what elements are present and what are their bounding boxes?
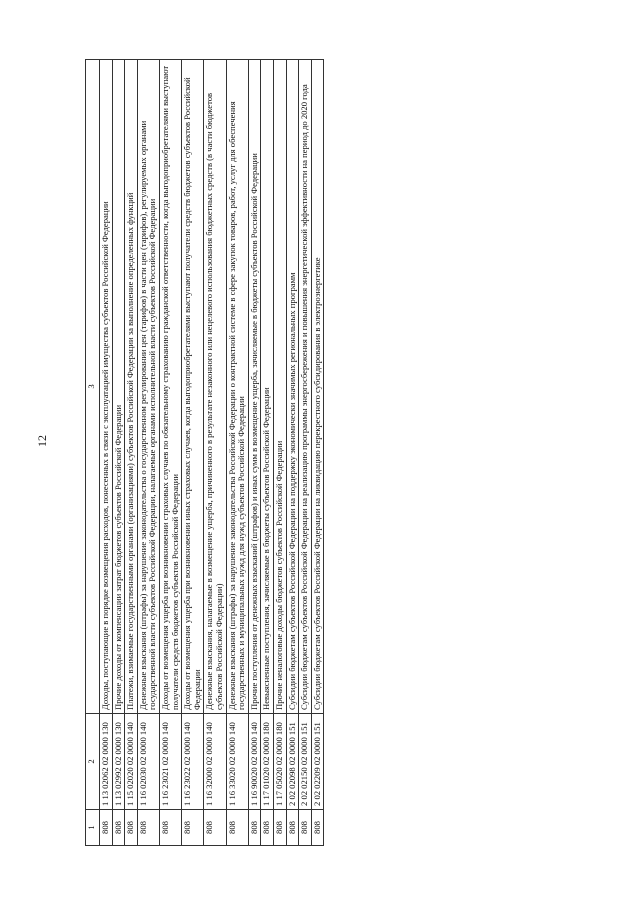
- admin-code-cell: 808: [311, 810, 324, 846]
- revenue-name-cell: Субсидии бюджетам субъектов Российской Федерации на реализацию программы энергосбережения и повышения энергетической эффективности на период до 2020 года: [299, 60, 312, 714]
- budget-code-cell: 1 13 02062 02 0000 130: [100, 714, 113, 810]
- revenue-name-cell: Прочие доходы от компенсации затрат бюджетов субъектов Российской Федерации: [112, 60, 125, 714]
- revenue-name-cell: Доходы, поступающие в порядке возмещения расходов, понесенных в связи с эксплуатацией имущества субъектов Российской Федерации: [100, 60, 113, 714]
- admin-code-cell: 808: [125, 810, 138, 846]
- table-header-row: [86, 60, 100, 846]
- budget-code-cell: 1 17 01020 02 0000 180: [261, 714, 274, 810]
- admin-code-cell: 808: [248, 810, 261, 846]
- budget-code-cell: 1 16 23021 02 0000 140: [159, 714, 181, 810]
- table-row: [299, 60, 312, 846]
- table-body: [100, 60, 324, 846]
- admin-code-cell: 808: [100, 810, 113, 846]
- revenue-name-cell: Платежи, взимаемые государственными органами (организациями) субъектов Российской Федерации за выполнение определенных функций: [125, 60, 138, 714]
- revenue-name-cell: Прочие неналоговые доходы бюджетов субъектов Российской Федерации: [273, 60, 286, 714]
- admin-code-cell: 808: [299, 810, 312, 846]
- table-row: [137, 60, 159, 846]
- table-row: [112, 60, 125, 846]
- admin-code-cell: 808: [226, 810, 248, 846]
- table-row: [286, 60, 299, 846]
- budget-code-cell: 1 15 02020 02 0000 140: [125, 714, 138, 810]
- header-col-3: 3: [86, 60, 100, 714]
- admin-code-cell: 808: [182, 810, 204, 846]
- revenue-name-cell: Прочие поступления от денежных взысканий (штрафов) и иных сумм в возмещение ущерба, зачисляемые в бюджеты субъектов Российской Федерации: [248, 60, 261, 714]
- admin-code-cell: 808: [261, 810, 274, 846]
- revenue-name-cell: Субсидии бюджетам субъектов Российской Федерации на поддержку экономически значимых региональных программ: [286, 60, 299, 714]
- admin-code-cell: 808: [204, 810, 226, 846]
- budget-code-cell: 1 16 23022 02 0000 140: [182, 714, 204, 810]
- table-row: [204, 60, 226, 846]
- revenue-codes-table: [85, 59, 324, 846]
- table-row: [182, 60, 204, 846]
- budget-code-cell: 1 16 33020 02 0000 140: [226, 714, 248, 810]
- revenue-name-cell: Доходы от возмещения ущерба при возникновении страховых случаев по обязательному страхованию гражданской ответственности, когда выгодоприобретателями выступают получатели средств бюджетов субъектов Российской Федерации: [159, 60, 181, 714]
- table-row: [248, 60, 261, 846]
- budget-code-cell: 1 16 32000 02 0000 140: [204, 714, 226, 810]
- table-row: [311, 60, 324, 846]
- revenue-name-cell: Невыясненные поступления, зачисляемые в бюджеты субъектов Российской Федерации: [261, 60, 274, 714]
- revenue-name-cell: Денежные взыскания (штрафы) за нарушение законодательства Российской Федерации о контрактной системе в сфере закупок товаров, работ, услуг для обеспечения государственных и муниципальных нужд для нужд субъектов Российской Федерации: [226, 60, 248, 714]
- revenue-name-cell: Денежные взыскания (штрафы) за нарушение законодательства о государственном регулировании цен (тарифов) в части цен (тарифов), регулируемых органами государственной власти субъектов Российской Федерации, налагаемые органами исполнительной власти субъектов Российской Федерации: [137, 60, 159, 714]
- budget-code-cell: 1 16 90020 02 0000 140: [248, 714, 261, 810]
- revenue-name-cell: Денежные взыскания, налагаемые в возмещение ущерба, причиненного в результате незаконного или нецелевого использования бюджетных средств (в части бюджетов субъектов Российской Федерации): [204, 60, 226, 714]
- budget-code-cell: 2 02 02150 02 0000 151: [299, 714, 312, 810]
- revenue-name-cell: Субсидии бюджетам субъектов Российской Федерации на ликвидацию перекрестного субсидирования в электроэнергетике: [311, 60, 324, 714]
- budget-code-cell: 1 17 05020 02 0000 180: [273, 714, 286, 810]
- header-col-1: 1: [86, 810, 100, 846]
- table-row: [159, 60, 181, 846]
- table-row: [100, 60, 113, 846]
- page-number: 12: [35, 435, 49, 447]
- admin-code-cell: 808: [159, 810, 181, 846]
- table-row: [226, 60, 248, 846]
- admin-code-cell: 808: [112, 810, 125, 846]
- revenue-name-cell: Доходы от возмещения ущерба при возникновении иных страховых случаев, когда выгодоприобретателями выступают получатели средств бюджетов субъектов Российской Федерации: [182, 60, 204, 714]
- admin-code-cell: 808: [273, 810, 286, 846]
- budget-code-cell: 2 02 02098 02 0000 151: [286, 714, 299, 810]
- table-row: [273, 60, 286, 846]
- admin-code-cell: 808: [137, 810, 159, 846]
- header-col-2: 2: [86, 714, 100, 810]
- table-row: [125, 60, 138, 846]
- budget-code-cell: 2 02 02209 02 0000 151: [311, 714, 324, 810]
- admin-code-cell: 808: [286, 810, 299, 846]
- budget-code-cell: 1 16 02030 02 0000 140: [137, 714, 159, 810]
- table-row: [261, 60, 274, 846]
- rotated-table-container: [85, 60, 550, 846]
- budget-code-cell: 1 13 02992 02 0000 130: [112, 714, 125, 810]
